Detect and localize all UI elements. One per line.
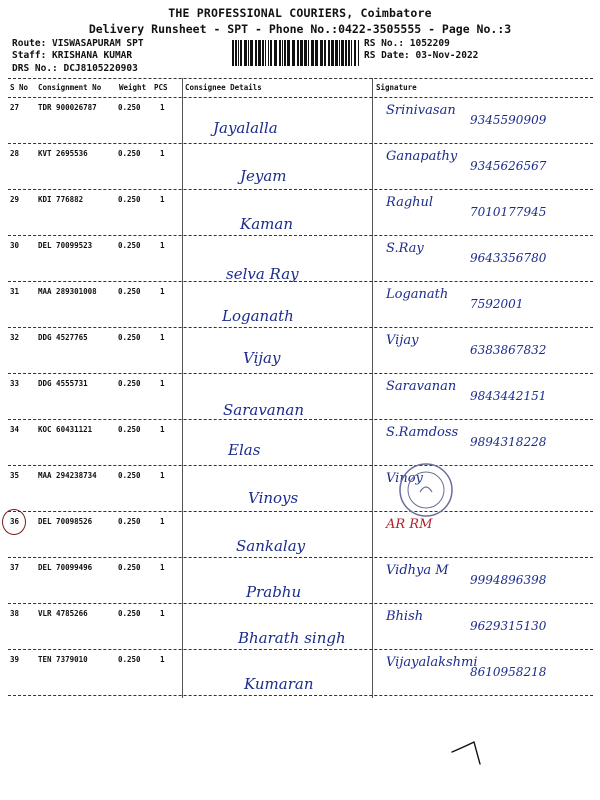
table-row: [8, 189, 593, 236]
consignee-handwritten: Saravanan: [223, 401, 305, 419]
sno-cell: 36: [10, 517, 20, 526]
signature-handwritten: Vinoy: [386, 471, 423, 486]
signature-handwritten: Vijayalakshmi: [386, 655, 478, 670]
weight-cell: 0.250: [118, 287, 141, 296]
sno-cell: 34: [10, 425, 20, 434]
consignee-handwritten: Prabhu: [246, 583, 302, 601]
consignment-cell: KOC 60431121: [38, 425, 93, 434]
sno-cell: 31: [10, 287, 20, 296]
row-circle-mark: [2, 509, 26, 535]
pcs-cell: 1: [160, 103, 165, 112]
consignee-handwritten: selva Ray: [226, 265, 299, 283]
phone-handwritten: 9629315130: [470, 619, 547, 633]
route-label: Route: VISWASAPURAM SPT: [12, 38, 144, 49]
sno-cell: 32: [10, 333, 20, 342]
table-row: [8, 327, 593, 374]
phone-handwritten: 9345626567: [470, 159, 547, 173]
col-header-consignee: Consignee Details: [185, 83, 262, 92]
signature-handwritten: AR RM: [386, 517, 433, 532]
table-row: [8, 649, 593, 696]
table-row: [8, 603, 593, 650]
consignment-cell: KDI 776882: [38, 195, 84, 204]
pcs-cell: 1: [160, 379, 165, 388]
signature-handwritten: Raghul: [386, 195, 434, 210]
table-header: [8, 78, 593, 98]
weight-cell: 0.250: [118, 149, 141, 158]
drs-number: DRS No.: DCJ8105220903: [12, 63, 138, 74]
consignment-cell: DEL 70098526: [38, 517, 93, 526]
consignment-cell: DEL 70099523: [38, 241, 93, 250]
phone-handwritten: 8610958218: [470, 665, 547, 679]
consignment-cell: DEL 70099496: [38, 563, 93, 572]
company-title: THE PROFESSIONAL COURIERS, Coimbatore: [168, 6, 432, 20]
table-row: [8, 419, 593, 466]
table-row: [8, 281, 593, 328]
phone-handwritten: 9643356780: [470, 251, 547, 265]
pcs-cell: 1: [160, 471, 165, 480]
sno-cell: 37: [10, 563, 20, 572]
rs-date: RS Date: 03-Nov-2022: [364, 50, 479, 61]
weight-cell: 0.250: [118, 379, 141, 388]
consignee-handwritten: Vijay: [243, 349, 281, 367]
col-header-weight: Weight: [119, 83, 147, 92]
weight-cell: 0.250: [118, 241, 141, 250]
signature-handwritten: Loganath: [386, 287, 449, 302]
pcs-cell: 1: [160, 241, 165, 250]
pcs-cell: 1: [160, 287, 165, 296]
consignee-handwritten: Sankalay: [236, 537, 306, 555]
consignee-handwritten: Bharath singh: [238, 629, 346, 647]
sno-cell: 38: [10, 609, 20, 618]
consignment-cell: MAA 289301008: [38, 287, 97, 296]
consignment-cell: MAA 294238734: [38, 471, 97, 480]
weight-cell: 0.250: [118, 471, 141, 480]
pcs-cell: 1: [160, 655, 165, 664]
consignee-handwritten: Jayalalla: [213, 119, 278, 137]
phone-handwritten: 9894318228: [470, 435, 547, 449]
table-row: [8, 465, 593, 512]
pcs-cell: 1: [160, 333, 165, 342]
pcs-cell: 1: [160, 195, 165, 204]
consignment-cell: KVT 2695536: [38, 149, 88, 158]
office-stamp: [398, 462, 454, 518]
table-row: [8, 143, 593, 190]
signature-handwritten: Bhish: [386, 609, 424, 624]
sno-cell: 28: [10, 149, 20, 158]
signature-handwritten: Vijay: [386, 333, 419, 348]
consignee-handwritten: Vinoys: [248, 489, 299, 507]
sno-cell: 33: [10, 379, 20, 388]
weight-cell: 0.250: [118, 563, 141, 572]
weight-cell: 0.250: [118, 333, 141, 342]
table-row: [8, 511, 593, 558]
consignment-cell: DDG 4527765: [38, 333, 88, 342]
col-header-signature: Signature: [376, 83, 417, 92]
sno-cell: 30: [10, 241, 20, 250]
signature-handwritten: Vidhya M: [386, 563, 449, 578]
weight-cell: 0.250: [118, 425, 141, 434]
consignment-cell: TDR 900026787: [38, 103, 97, 112]
consignee-handwritten: Loganath: [222, 307, 294, 325]
pcs-cell: 1: [160, 609, 165, 618]
consignment-cell: DDG 4555731: [38, 379, 88, 388]
table-row: [8, 235, 593, 282]
pcs-cell: 1: [160, 149, 165, 158]
pcs-cell: 1: [160, 517, 165, 526]
pcs-cell: 1: [160, 563, 165, 572]
col-header-pcs: PCS: [154, 83, 168, 92]
consignee-handwritten: Elas: [228, 441, 261, 459]
weight-cell: 0.250: [118, 517, 141, 526]
consignee-handwritten: Jeyam: [240, 167, 287, 185]
pcs-cell: 1: [160, 425, 165, 434]
weight-cell: 0.250: [118, 103, 141, 112]
sno-cell: 39: [10, 655, 20, 664]
weight-cell: 0.250: [118, 609, 141, 618]
pen-mark-icon: [448, 730, 488, 770]
phone-handwritten: 7010177945: [470, 205, 547, 219]
sno-cell: 27: [10, 103, 20, 112]
signature-handwritten: S.Ramdoss: [386, 425, 459, 440]
weight-cell: 0.250: [118, 655, 141, 664]
signature-handwritten: Saravanan: [386, 379, 457, 394]
phone-handwritten: 7592001: [470, 297, 524, 311]
phone-handwritten: 9994896398: [470, 573, 547, 587]
col-header-sno: S No: [10, 83, 29, 92]
phone-handwritten: 9345590909: [470, 113, 547, 127]
table-row: [8, 373, 593, 420]
table-row: [8, 557, 593, 604]
consignment-cell: VLR 4785266: [38, 609, 88, 618]
phone-handwritten: 9843442151: [470, 389, 547, 403]
sno-cell: 35: [10, 471, 20, 480]
consignee-handwritten: Kaman: [240, 215, 293, 233]
consignment-cell: TEN 7379010: [38, 655, 88, 664]
consignee-handwritten: Kumaran: [244, 675, 314, 693]
runsheet-title: Delivery Runsheet - SPT - Phone No.:0422-3505555 - Page No.:3: [88, 22, 512, 36]
signature-handwritten: Srinivasan: [386, 103, 456, 118]
barcode-image: [232, 40, 360, 66]
staff-label: Staff: KRISHANA KUMAR: [12, 50, 133, 61]
table-row: [8, 97, 593, 144]
rs-number: RS No.: 1052209: [364, 38, 450, 49]
col-header-consignment: Consignment No: [38, 83, 102, 92]
signature-handwritten: Ganapathy: [386, 149, 458, 164]
sno-cell: 29: [10, 195, 20, 204]
weight-cell: 0.250: [118, 195, 141, 204]
phone-handwritten: 6383867832: [470, 343, 547, 357]
signature-handwritten: S.Ray: [386, 241, 424, 256]
